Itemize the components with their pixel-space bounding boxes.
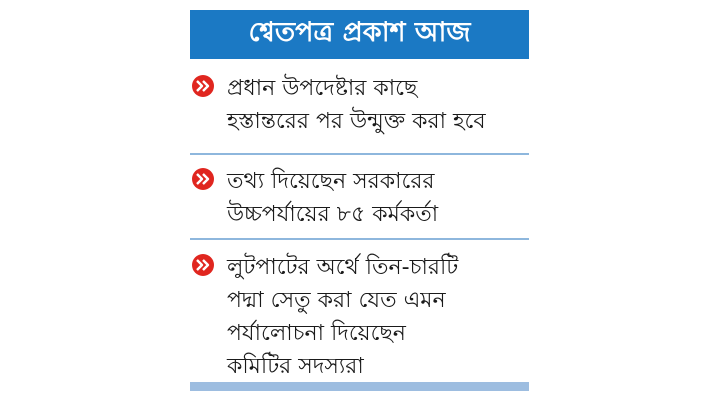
- divider: [190, 238, 529, 240]
- info-card: [190, 10, 529, 392]
- double-chevron-right-icon: [192, 168, 214, 190]
- list-item-text: প্রধান উপদেষ্টার কাছে হস্তান্তরের পর উন্মুক্ত করা হবে: [227, 76, 486, 134]
- list-item-text: তথ্য দিয়েছেন সরকারের উচ্চপর্যায়ের ৮৫ কর্মকর্তা: [227, 169, 439, 227]
- list-item: [190, 251, 529, 383]
- card-header: [190, 10, 529, 59]
- list-item-text: লুটপাটের অর্থে তিন-চারটি পদ্মা সেতু করা যেত এমন পর্যালোচনা দিয়েছেন কমিটির সদস্যরা: [227, 255, 459, 379]
- list-item: [190, 72, 529, 138]
- double-chevron-right-icon: [192, 254, 214, 276]
- bottom-bar: [190, 382, 529, 391]
- double-chevron-right-icon: [192, 75, 214, 97]
- card-title: শ্বেতপত্র প্রকাশ আজ: [248, 17, 471, 48]
- list-item: [190, 165, 529, 231]
- divider: [190, 153, 529, 155]
